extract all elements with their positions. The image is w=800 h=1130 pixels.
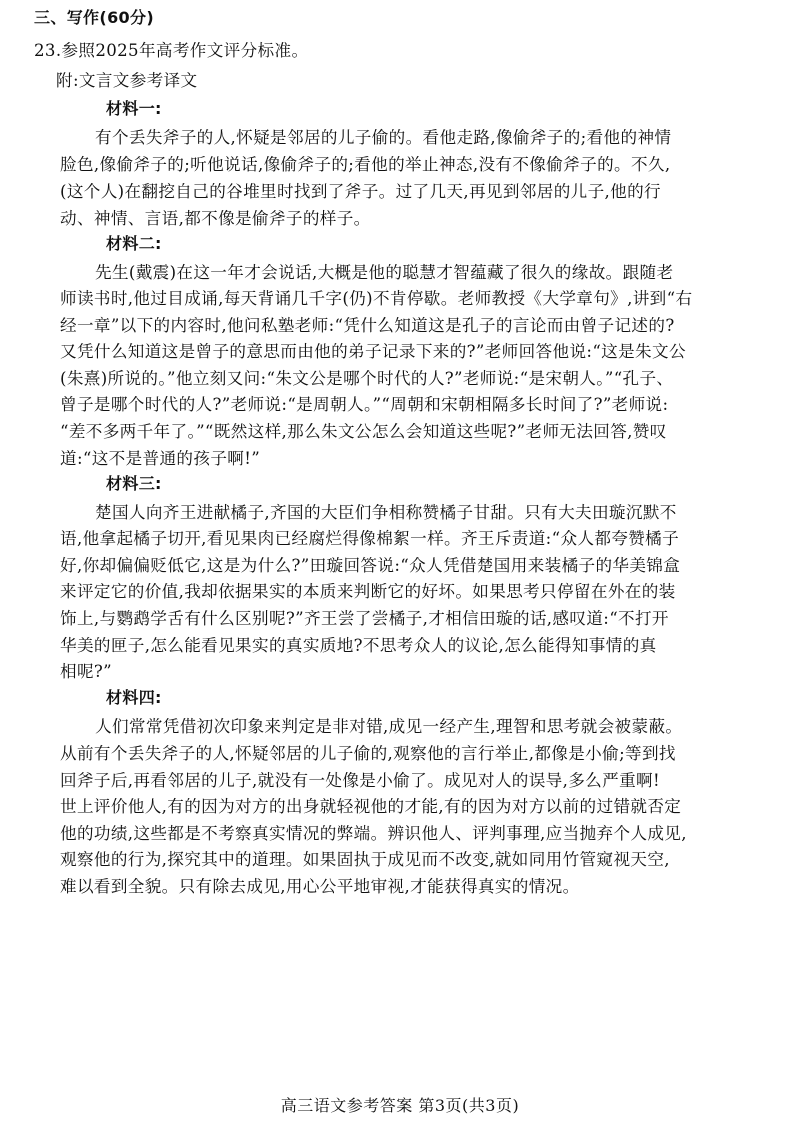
material-2-line: 道:“这不是普通的孩子啊!” [60,449,261,468]
material-2-line: 又凭什么知道这是曾子的意思而由他的弟子记录下来的?”老师回答他说:“这是朱文公 [60,342,686,361]
material-2-line: 先生(戴震)在这一年才会说话,大概是他的聪慧才智蕴藏了很久的缘故。跟随老 [95,263,674,282]
material-3-heading: 材料三: [106,474,162,493]
material-2-line: 经一章”以下的内容时,他问私塾老师:“凭什么知道这是孔子的言论而由曾子记述的? [60,316,675,335]
material-3-line: 来评定它的价值,我却依据果实的本质来判断它的好坏。如果思考只停留在外在的装 [60,582,676,601]
page-footer: 高三语文参考答案 第3页(共3页) [280,1096,520,1115]
material-2-line: 曾子是哪个时代的人?”老师说:“是周朝人。”“周朝和宋朝相隔多长时间了?”老师说: [60,395,669,414]
material-2-heading: 材料二: [106,234,162,253]
material-3-line: 楚国人向齐王进献橘子,齐国的大臣们争相称赞橘子甘甜。只有大夫田璇沉默不 [95,503,677,522]
translation-note: 附:文言文参考译文 [56,71,198,90]
material-1-line: 有个丢失斧子的人,怀疑是邻居的儿子偷的。看他走路,像偷斧子的;看他的神情 [95,128,672,147]
section-title: 三、写作(60分) [34,8,155,27]
material-4-line: 观察他的行为,探究其中的道理。如果固执于成见而不改变,就如同用竹管窥视天空, [60,850,670,869]
material-1-line: 动、神情、言语,都不像是偷斧子的样子。 [60,209,371,228]
material-4-line: 人们常常凭借初次印象来判定是非对错,成见一经产生,理智和思考就会被蒙蔽。 [95,717,683,736]
material-4-line: 他的功绩,这些都是不考察真实情况的弊端。辨识他人、评判事理,应当抛弃个人成见, [60,824,687,843]
material-1-heading: 材料一: [106,99,162,118]
material-3-line: 相呢?” [60,662,112,681]
material-4-line: 难以看到全貌。只有除去成见,用心公平地审视,才能获得真实的情况。 [60,877,580,896]
material-4-line: 世上评价他人,有的因为对方的出身就轻视他的才能,有的因为对方以前的过错就否定 [60,797,682,816]
material-1-line: (这个人)在翻挖自己的谷堆里时找到了斧子。过了几天,再见到邻居的儿子,他的行 [60,182,661,201]
material-3-line: 华美的匣子,怎么能看见果实的真实质地?不思考众人的议论,怎么能得知事情的真 [60,636,657,655]
material-1-line: 脸色,像偷斧子的;听他说话,像偷斧子的;看他的举止神态,没有不像偷斧子的。不久, [60,155,671,174]
material-4-line: 回斧子后,再看邻居的儿子,就没有一处像是小偷了。成见对人的误导,多么严重啊! [60,771,660,790]
material-3-line: 饰上,与鹦鹉学舌有什么区别呢?”齐王尝了尝橘子,才相信田璇的话,感叹道:“不打开 [60,609,669,628]
material-2-line: 师读书时,他过目成诵,每天背诵几千字(仍)不肯停歇。老师教授《大学章句》,讲到“右 [60,289,693,308]
question-23-instruction: 23.参照2025年高考作文评分标准。 [34,41,309,60]
material-3-line: 好,你却偏偏贬低它,这是为什么?”田璇回答说:“众人凭借楚国用来装橘子的华美锦盒 [60,556,681,575]
material-2-line: “差不多两千年了。”“既然这样,那么朱文公怎么会知道这些呢?”老师无法回答,赞叹 [60,422,667,441]
material-4-line: 从前有个丢失斧子的人,怀疑邻居的儿子偷的,观察他的言行举止,都像是小偷;等到找 [60,744,676,763]
material-4-heading: 材料四: [106,688,162,707]
material-3-line: 语,他拿起橘子切开,看见果肉已经腐烂得像棉絮一样。齐王斥责道:“众人都夸赞橘子 [60,529,680,548]
material-2-line: (朱熹)所说的。”他立刻又问:“朱文公是哪个时代的人?”老师说:“是宋朝人。”“孔子、 [60,369,674,388]
